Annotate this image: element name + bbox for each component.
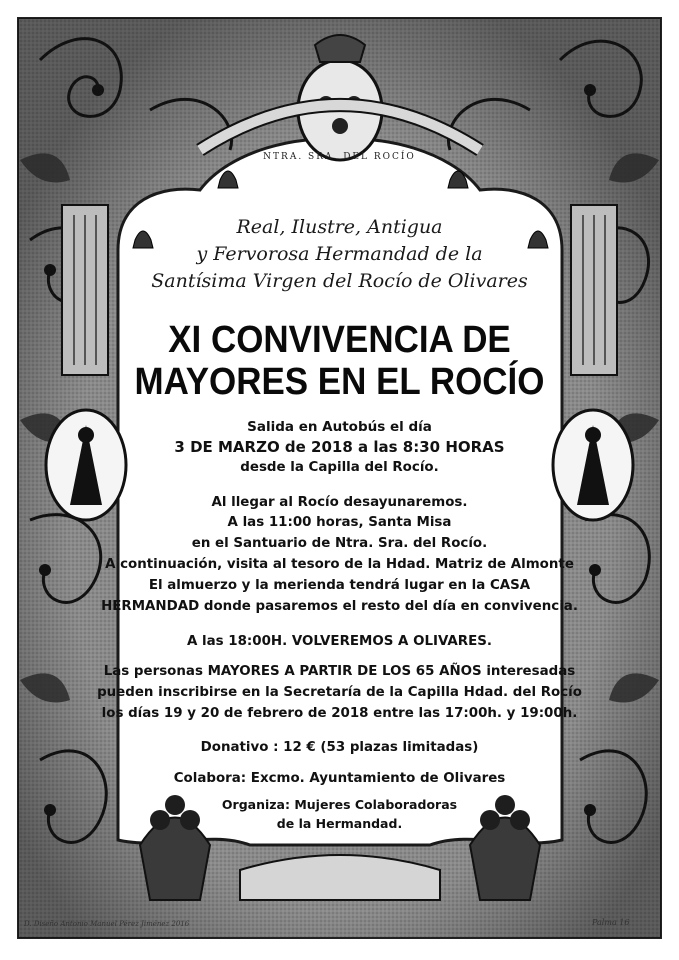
donation-notice: Donativo : 12 € (53 plazas limitadas): [200, 740, 479, 755]
signature-right: Palma 16: [592, 918, 630, 927]
program-line-4: A continuación, visita al tesoro de la Hdad. Matriz de Almonte: [105, 557, 574, 572]
program-line-1: Al llegar al Rocío desayunaremos.: [211, 495, 468, 510]
registration-line-1: Las personas MAYORES A PARTIR DE LOS 65 AÑOS interesadas: [103, 664, 576, 679]
collaborator: Colabora: Excmo. Ayuntamiento de Olivares: [173, 771, 506, 786]
event-title-line-2: MAYORES EN EL ROCÍO: [134, 361, 545, 403]
registration-line-3: los días 19 y 20 de febrero de 2018 entre las 17:00h. y 19:00h.: [101, 706, 578, 721]
signature-left: D. Diseño Antonio Manuel Pérez Jiménez 2016: [24, 920, 190, 928]
organizer-line-2: de la Hermandad.: [276, 816, 403, 831]
registration-line-2: pueden inscribirse en la Secretaría de la Capilla Hdad. del Rocío: [97, 685, 582, 700]
brotherhood-line-2: y Fervorosa Hermandad de la: [196, 243, 483, 265]
program-line-2: A las 11:00 horas, Santa Misa: [227, 515, 452, 530]
event-title-line-1: XI CONVIVENCIA DE: [168, 319, 511, 361]
brotherhood-line-1: Real, Ilustre, Antigua: [236, 216, 443, 238]
brotherhood-line-3: Santísima Virgen del Rocío de Olivares: [151, 270, 528, 292]
arch-inscription: NTRA. SRA. DEL ROCÍO: [263, 152, 416, 162]
organizer-line-1: Organiza: Mujeres Colaboradoras: [221, 797, 458, 812]
return-notice: A las 18:00H. VOLVEREMOS A OLIVARES.: [187, 634, 492, 649]
program-line-6: HERMANDAD donde pasaremos el resto del día en convivencia.: [101, 599, 578, 614]
departure-line-3: desde la Capilla del Rocío.: [240, 460, 439, 475]
departure-line-1: Salida en Autobús el día: [247, 419, 432, 435]
program-line-3: en el Santuario de Ntra. Sra. del Rocío.: [191, 536, 488, 551]
program-line-5: El almuerzo y la merienda tendrá lugar en la CASA: [148, 578, 531, 593]
departure-date: 3 DE MARZO de 2018 a las 8:30 HORAS: [174, 438, 505, 456]
